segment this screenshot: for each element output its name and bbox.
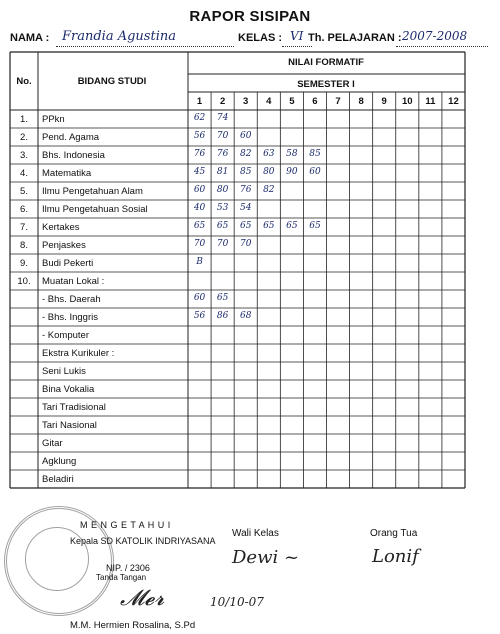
kepsek-signature: 𝓜𝓮𝓻 xyxy=(120,586,165,611)
score-entry: 54 xyxy=(239,203,252,213)
col-bidang-header: BIDANG STUDI xyxy=(77,76,147,87)
subject-name: Matematika xyxy=(42,168,92,179)
score-entry: 62 xyxy=(193,113,206,123)
subject-name: Tari Nasional xyxy=(42,420,97,431)
score-entry: 65 xyxy=(216,221,229,231)
kepsek-name: M.M. Hermien Rosalina, S.Pd xyxy=(70,620,196,631)
score-entry: 65 xyxy=(193,221,206,231)
subject-name: Beladiri xyxy=(42,474,74,485)
orang-tua-label: Orang Tua xyxy=(370,528,418,539)
subject-name: Penjaskes xyxy=(42,240,86,251)
subject-name: Seni Lukis xyxy=(42,366,86,377)
week-number-header: 7 xyxy=(335,96,341,107)
score-entry: 82 xyxy=(239,149,252,159)
row-number: 6. xyxy=(20,204,28,215)
tanda-tangan-label: Tanda Tangan xyxy=(96,573,147,582)
week-number-header: 1 xyxy=(196,96,203,107)
row-number: 1. xyxy=(20,114,28,125)
week-number-header: 12 xyxy=(448,96,459,107)
subject-name: Ekstra Kurikuler : xyxy=(42,348,115,359)
score-entry: 65 xyxy=(263,221,275,231)
score-entry: 56 xyxy=(193,311,206,321)
score-entry: 60 xyxy=(239,131,252,141)
score-entry: 65 xyxy=(286,221,298,231)
kelas-label: KELAS : xyxy=(238,32,282,44)
score-entry: 70 xyxy=(193,239,206,249)
row-number: 5. xyxy=(20,186,28,197)
score-entry: 60 xyxy=(193,185,206,195)
orang-tua-signature: Lonif xyxy=(372,546,419,567)
wali-kelas-label: Wali Kelas xyxy=(232,528,279,539)
score-entry: 53 xyxy=(216,203,229,213)
subject-name: Pend. Agama xyxy=(42,132,100,143)
subject-name: Kertakes xyxy=(42,222,80,233)
row-number: 9. xyxy=(20,258,28,269)
row-number: 2. xyxy=(20,132,28,143)
subject-name: Bina Vokalia xyxy=(42,384,95,395)
score-entry: 74 xyxy=(216,113,229,123)
week-number-header: 9 xyxy=(381,96,387,107)
week-number-header: 11 xyxy=(425,96,436,107)
score-entry: 63 xyxy=(263,149,275,159)
subject-name: Muatan Lokal : xyxy=(42,276,105,287)
score-entry: 82 xyxy=(263,185,275,195)
tahun-label: Th. PELAJARAN : xyxy=(308,32,402,44)
week-number-header: 4 xyxy=(266,96,272,107)
subject-name: Bhs. Indonesia xyxy=(42,150,105,161)
kepala-sekolah-label: Kepala SD KATOLIK INDRIYASANA xyxy=(70,536,216,546)
score-entry: 70 xyxy=(239,239,252,249)
subject-name: Budi Pekerti xyxy=(42,258,94,269)
subject-name: PPkn xyxy=(42,114,65,125)
subject-name: Ilmu Pengetahuan Sosial xyxy=(42,204,148,215)
week-number-header: 3 xyxy=(243,96,249,107)
subject-name: Ilmu Pengetahuan Alam xyxy=(42,186,143,197)
nip-label: NIP. / 2306 xyxy=(106,563,150,573)
subject-name: - Bhs. Inggris xyxy=(42,312,98,323)
score-entry: 58 xyxy=(286,149,298,159)
score-entry: 76 xyxy=(216,149,229,159)
row-number: 7. xyxy=(20,222,28,233)
score-entry: 70 xyxy=(216,131,229,141)
row-number: 8. xyxy=(20,240,28,251)
nama-label: NAMA : xyxy=(10,32,50,44)
subject-name: Tari Tradisional xyxy=(42,402,106,413)
score-entry: 65 xyxy=(239,221,252,231)
score-entry: 80 xyxy=(263,167,275,177)
score-entry: 45 xyxy=(193,167,206,177)
score-entry: 76 xyxy=(239,185,252,195)
tahun-value: 2007-2008 xyxy=(402,29,468,43)
score-entry: 90 xyxy=(286,167,298,177)
subject-name: - Komputer xyxy=(42,330,89,341)
col-semester-header: SEMESTER I xyxy=(297,79,355,90)
score-entry: 40 xyxy=(193,203,206,213)
score-entry: 70 xyxy=(216,239,229,249)
week-number-header: 5 xyxy=(289,96,295,107)
subject-name: - Bhs. Daerah xyxy=(42,294,101,305)
page-title: RAPOR SISIPAN xyxy=(189,8,311,25)
week-number-header: 6 xyxy=(312,96,318,107)
col-no-header: No. xyxy=(16,76,32,87)
wali-kelas-signature: Dewi ~ xyxy=(232,547,300,568)
score-entry: 80 xyxy=(216,185,229,195)
score-entry: B xyxy=(196,257,203,267)
mengetahui-label: M E N G E T A H U I xyxy=(80,520,171,530)
score-entry: 56 xyxy=(193,131,206,141)
nama-value: Frandia Agustina xyxy=(62,29,176,44)
score-entry: 76 xyxy=(193,149,206,159)
score-entry: 81 xyxy=(216,167,229,177)
score-entry: 68 xyxy=(239,311,252,321)
subject-name: Gitar xyxy=(42,438,63,449)
row-number: 4. xyxy=(20,168,28,179)
score-entry: 60 xyxy=(193,293,206,303)
score-entry: 65 xyxy=(216,293,229,303)
row-number: 3. xyxy=(20,150,28,161)
score-entry: 85 xyxy=(309,149,321,159)
score-entry: 65 xyxy=(309,221,321,231)
week-number-header: 2 xyxy=(219,96,226,107)
week-number-header: 8 xyxy=(358,96,364,107)
row-number: 10. xyxy=(17,276,31,287)
score-entry: 85 xyxy=(239,167,252,177)
kelas-value: VI xyxy=(290,29,304,43)
score-entry: 86 xyxy=(216,311,229,321)
score-entry: 60 xyxy=(309,167,321,177)
col-nilai-header: NILAI FORMATIF xyxy=(288,57,364,68)
week-number-header: 10 xyxy=(402,96,413,107)
signed-date: 10/10-07 xyxy=(210,595,264,609)
subject-name: Agklung xyxy=(42,456,77,467)
